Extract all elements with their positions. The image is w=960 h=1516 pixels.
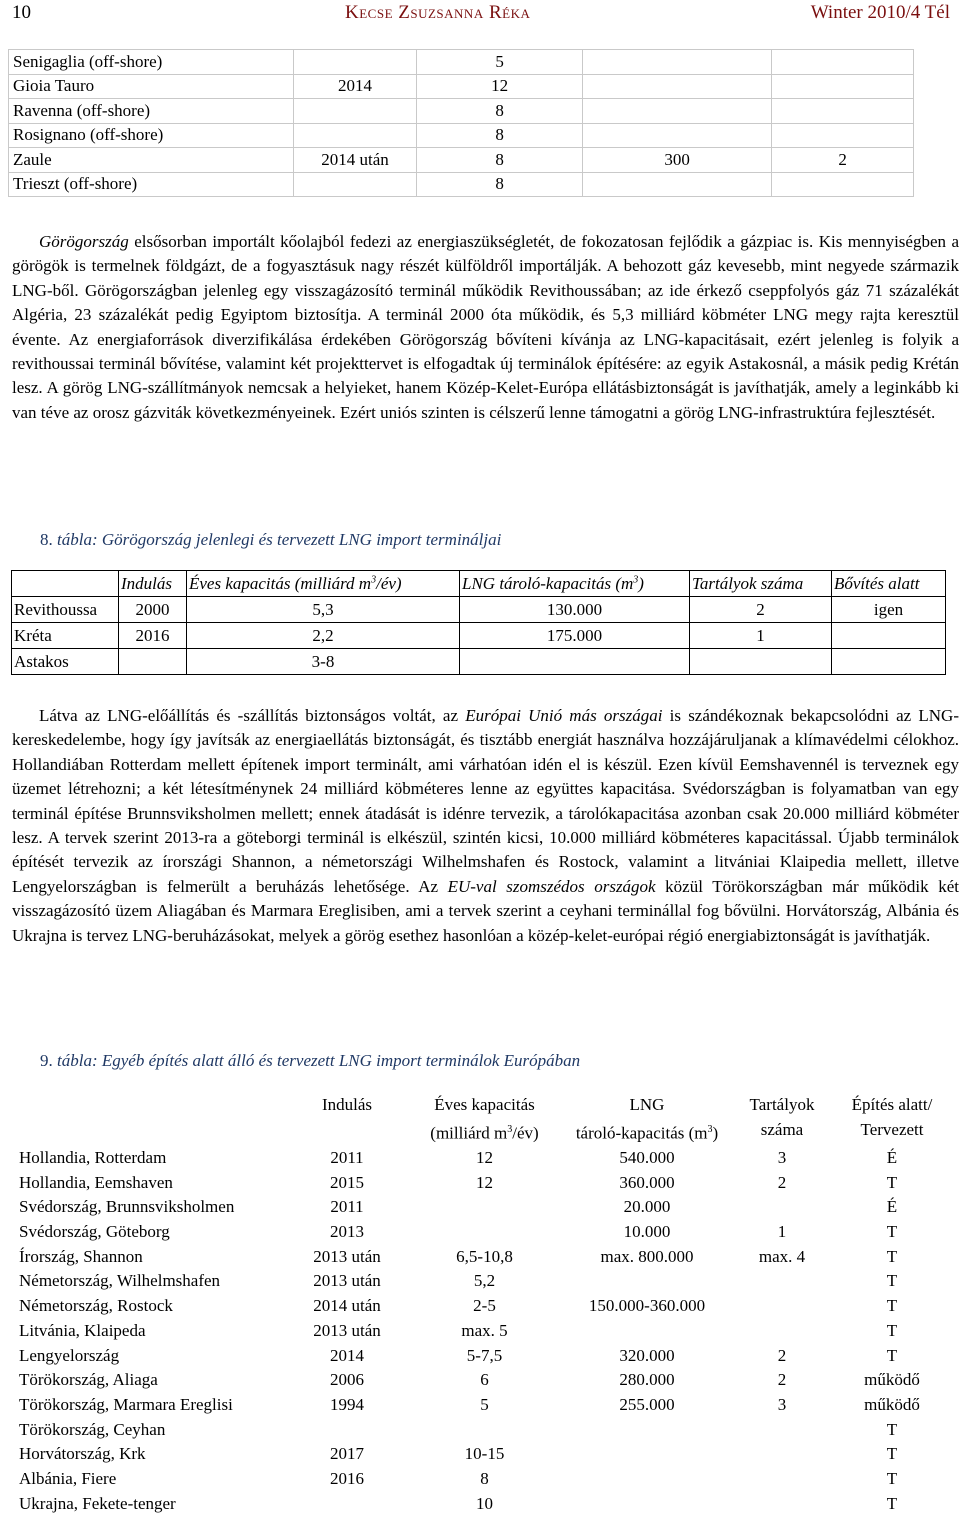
europe-row: [17, 1393, 952, 1418]
europe-row-cell: [287, 1417, 407, 1442]
europe-row-cell: [732, 1491, 832, 1516]
europe-row-cell: Svédország, Brunnsviksholmen: [19, 1197, 235, 1217]
europe-row-cell: 20.000: [623, 1197, 671, 1217]
europe-row-cell: 2006: [330, 1370, 364, 1390]
europe-row: [17, 1442, 952, 1467]
table8-caption: [40, 530, 501, 550]
europe-row: [17, 1491, 952, 1516]
europe-row: [17, 1318, 952, 1343]
europe-row-cell: Németország, Wilhelmshafen: [19, 1271, 221, 1291]
table8-header-row: [12, 571, 946, 597]
italy-row: [9, 148, 914, 173]
table9-header-capacity: Éves kapacitás (milliárd $m^3/év$): [430, 1095, 539, 1143]
europe-row-cell: 2-5: [473, 1296, 496, 1316]
europe-row-cell: 10-15: [464, 1444, 505, 1464]
table9-header-storage: LNG tároló-kapacitás $(m^3)$: [575, 1095, 719, 1143]
europe-row-cell: 3: [777, 1394, 787, 1414]
europe-row-cell: Lengyelország: [19, 1345, 120, 1365]
europe-row-cell: 360.000: [619, 1172, 675, 1192]
greece-row-cell: 130.000: [460, 597, 690, 623]
europe-row-cell: T: [886, 1246, 898, 1266]
italy-row-cell: 8: [417, 148, 583, 173]
europe-row-cell: [287, 1491, 407, 1516]
europe-row-cell: Írország, Shannon: [19, 1246, 143, 1266]
europe-row-cell: T: [886, 1468, 898, 1488]
europe-row-cell: működő: [864, 1370, 920, 1390]
italy-terminals-table: [8, 49, 914, 197]
italy-row-cell: Trieszt (off-shore): [9, 172, 294, 197]
table9-header-row: [17, 1092, 952, 1146]
greece-row-cell: Kréta: [12, 623, 119, 649]
italy-row-cell: 2: [772, 148, 914, 173]
greece-row-cell: 2: [690, 597, 832, 623]
greece-row-cell: 3-8: [187, 649, 460, 675]
europe-row-cell: 2011: [330, 1148, 364, 1167]
europe-row: [17, 1343, 952, 1368]
europe-row-cell: Ukrajna, Fekete-tenger: [19, 1493, 176, 1513]
table8-header-expansion: Bővítés alatt: [832, 571, 946, 597]
europe-row-cell: 2015: [330, 1172, 364, 1192]
eu-paragraph: [12, 704, 959, 948]
italy-row-cell: [772, 99, 914, 124]
table8-header-blank: [12, 571, 119, 597]
greece-row: [12, 623, 946, 649]
europe-row-cell: T: [886, 1444, 898, 1464]
europe-row-cell: [732, 1467, 832, 1492]
europe-row-cell: T: [886, 1493, 898, 1513]
italy-row: [9, 74, 914, 99]
europe-row-cell: Horvátország, Krk: [19, 1444, 146, 1464]
table8-header-storage: LNG tároló-kapacitás $(m^3)$: [460, 571, 690, 597]
europe-row-cell: 2014: [330, 1345, 364, 1365]
greece-row-cell: Revithoussa: [12, 597, 119, 623]
europe-row-cell: 2013 után: [313, 1246, 381, 1266]
europe-row-cell: [562, 1442, 732, 1467]
italy-row-cell: Ravenna (off-shore): [9, 99, 294, 124]
europe-row-cell: [732, 1442, 832, 1467]
greece-row-cell: Astakos: [12, 649, 119, 675]
europe-row-cell: É: [886, 1148, 898, 1167]
table9-caption: [40, 1051, 580, 1071]
europe-row-cell: 2013: [330, 1222, 364, 1242]
greece-row-cell: 175.000: [460, 623, 690, 649]
europe-row-cell: 3: [777, 1148, 787, 1167]
italy-row-cell: 2014 után: [293, 148, 417, 173]
italy-row-cell: 5: [417, 50, 583, 75]
europe-row-cell: T: [886, 1222, 898, 1242]
table8-caption-num: 8.: [40, 530, 53, 549]
greece-row-cell: [832, 623, 946, 649]
greece-row-cell: 2016: [119, 623, 187, 649]
europe-row-cell: 12: [476, 1172, 493, 1192]
greece-lng-table: [11, 570, 946, 675]
eu-text-3: közül Törökországban már működik két visszagázosító üzem Aliagában és Marmara Ereglisiben, ami a tervek szerint a ceyhani terminállal fog bővülni. Horvátország, Albánia és Ukrajna is tervez LNG-beruházásokat, melyek a görög esethez hasonlóan a közép-kelet-európai régió energiabiztonságát is javíthatják.: [12, 876, 959, 945]
italy-row-cell: Rosignano (off-shore): [9, 123, 294, 148]
europe-row-cell: Hollandia, Eemshaven: [19, 1172, 173, 1192]
europe-row-cell: [732, 1318, 832, 1343]
europe-row-cell: T: [886, 1271, 898, 1291]
eu-text-2: is szándékoznak bekapcsolódni az LNG-kereskedelembe, hogy így javítsák az energiaellátás biztonságát, és tisztább energiát használva hozzájáruljanak a klímavédelmi célokhoz. Hollandiában Rotterdam mellett építenek import terminált, ami várhatóan idén el is készül. Ezen kívül Eemshavennél is terveznek egy üzemet létrehozni; a két létesítménynek 24 milliárd köbméteres lenne az együttes kapacitása. Svédországban is folyamatban van egy terminál építése Brunnsviksholmen mellett; ennek átadását is idénre tervezik, a tárolókapacitása azonban csak 20.000 milliárd köbméter lesz. A tervek szerint 2013-ra a göteborgi terminál is elkészül, szintén kicsi, 10.000 milliárd köbméteres kapacitással. Újabb terminálok építését tervezik az írországi Shannon, a németországi Wilhelmshafen és Rostock, valamint a litvániai Klaipedia mellett, illetve Lengyelországban is felmerült a beruházás lehetősége. Az: [12, 706, 959, 896]
italy-row-cell: [772, 50, 914, 75]
europe-row-cell: [732, 1269, 832, 1294]
europe-row-cell: 8: [480, 1468, 489, 1488]
europe-row: [17, 1368, 952, 1393]
table8-header-capacity: Éves kapacitás (milliárd $m^3/év$): [187, 571, 460, 597]
italy-row-cell: Zaule: [9, 148, 294, 173]
europe-lng-table: [17, 1092, 952, 1516]
page-number: 10: [12, 2, 31, 23]
europe-row-cell: Törökország, Marmara Ereglisi: [19, 1394, 233, 1414]
europe-row-cell: [562, 1467, 732, 1492]
europe-row-cell: 255.000: [619, 1394, 675, 1414]
running-head-author: Kecse Zsuzsanna Réka: [345, 2, 531, 23]
greece-row: [12, 597, 946, 623]
europe-row: [17, 1294, 952, 1319]
running-head-issue: Winter 2010/4 Tél: [810, 2, 950, 23]
table8-caption-text: tábla: Görögország jelenlegi és tervezett LNG import termináljai: [57, 530, 502, 549]
italy-row-cell: 8: [417, 99, 583, 124]
eu-italic-2: EU-val szomszédos országok: [447, 876, 656, 896]
europe-row-cell: Németország, Rostock: [19, 1296, 173, 1316]
italy-row-cell: 8: [417, 123, 583, 148]
table9-header-tanks: Tartályok száma: [749, 1095, 815, 1139]
eu-italic-1: Európai Unió más országai: [465, 706, 663, 725]
italy-row-cell: 12: [417, 74, 583, 99]
europe-row-cell: 2013 után: [313, 1320, 381, 1340]
italy-row-cell: [582, 99, 771, 124]
europe-row-cell: 540.000: [619, 1148, 675, 1167]
europe-row-cell: 5-7,5: [466, 1345, 503, 1365]
europe-row-cell: [407, 1417, 562, 1442]
europe-row-cell: [732, 1417, 832, 1442]
europe-row-cell: [562, 1318, 732, 1343]
europe-row-cell: 1: [777, 1222, 787, 1242]
italy-row-cell: [293, 172, 417, 197]
italy-row-cell: [293, 99, 417, 124]
europe-row-cell: max. 800.000: [600, 1246, 694, 1266]
europe-row-cell: [562, 1269, 732, 1294]
table9-header-start: Indulás: [321, 1095, 373, 1114]
europe-row: [17, 1467, 952, 1492]
italy-row-cell: [772, 123, 914, 148]
italy-row-cell: [582, 74, 771, 99]
europe-row-cell: 2013 után: [313, 1271, 381, 1291]
greece-text: elsősorban importált kőolajból fedezi az energiaszükségletét, de fokozatosan fejlődik a gázpiac is. Kis mennyiségben a görögök is termelnek földgázt, de a fogyasztásuk nagy részét külföldről importálják. A behozott gáz kevesebb, mint negyede származik LNG-ből. Görögországban jelenleg egy visszagázosító terminál működik Revithoussában; az ide érkező cseppfolyós gáz 71 százalékát Algéria, 23 százalékát pedig Egyiptom biztosítja. A terminál 2000 óta működik, és 5,3 milliárd köbméter LNG megy rajta keresztül évente. Az energiaforrások diverzifikálása érdekében Görögország bővíteni kívánja az LNG-kapacitásait, ezért jelenleg is folyik a revithoussai terminál bővítése, valamint két projekttervet is elfogadtak új terminálok építésére: az egyik Astakosnál, a másik pedig Krétán lesz. A görög LNG-szállítmányok nemcsak a helyieket, hanem Közép-Kelet-Európa ellátásbiztonságát is javíthatják, amely a leginkább ki van téve az orosz gázviták következményeinek. Ezért uniós szinten is célszerű lenne támogatni a görög LNG-infrastruktúra fejlesztését.: [12, 232, 959, 422]
table9-header-blank: [17, 1092, 287, 1146]
europe-row-cell: Törökország, Ceyhan: [19, 1419, 166, 1439]
europe-row-cell: 2: [777, 1345, 787, 1365]
italy-row-cell: Senigaglia (off-shore): [9, 50, 294, 75]
europe-row-cell: T: [886, 1172, 898, 1192]
europe-row: [17, 1170, 952, 1195]
italy-row: [9, 50, 914, 75]
europe-row-cell: T: [886, 1296, 898, 1316]
europe-row-cell: 6,5-10,8: [456, 1246, 513, 1266]
europe-row: [17, 1146, 952, 1171]
greece-row-cell: [460, 649, 690, 675]
greece-row-cell: igen: [832, 597, 946, 623]
greece-row-cell: [832, 649, 946, 675]
europe-row-cell: 12: [476, 1148, 493, 1167]
europe-row-cell: 1994: [330, 1394, 364, 1414]
europe-row-cell: 2011: [330, 1197, 364, 1217]
eu-text-1: Látva az LNG-előállítás és -szállítás biztonságos voltát, az: [39, 706, 466, 725]
greece-row-cell: 2000: [119, 597, 187, 623]
europe-row: [17, 1269, 952, 1294]
greece-paragraph: [12, 230, 959, 425]
europe-row-cell: 10.000: [623, 1222, 671, 1242]
italy-row-cell: [582, 50, 771, 75]
europe-row-cell: 2: [777, 1370, 787, 1390]
italy-row-cell: [293, 50, 417, 75]
europe-row-cell: 6: [480, 1370, 489, 1390]
europe-row-cell: 10: [476, 1493, 493, 1513]
greece-row-cell: [119, 649, 187, 675]
europe-row-cell: 2016: [330, 1468, 364, 1488]
greece-row-cell: 1: [690, 623, 832, 649]
greece-row-cell: [690, 649, 832, 675]
europe-row-cell: [562, 1417, 732, 1442]
italy-row-cell: 2014: [293, 74, 417, 99]
europe-row-cell: 320.000: [619, 1345, 675, 1365]
europe-row-cell: 280.000: [619, 1370, 675, 1390]
europe-row-cell: Törökország, Aliaga: [19, 1370, 158, 1390]
europe-row-cell: [732, 1195, 832, 1220]
table9-caption-num: 9.: [40, 1051, 53, 1070]
europe-row-cell: max. 4: [758, 1246, 806, 1266]
europe-row-cell: 5: [480, 1394, 489, 1414]
italy-row-cell: [772, 172, 914, 197]
greece-italic: Görögország: [39, 232, 129, 251]
europe-row-cell: [562, 1491, 732, 1516]
europe-row-cell: Svédország, Göteborg: [19, 1222, 170, 1242]
europe-row-cell: 150.000-360.000: [588, 1296, 706, 1316]
europe-row: [17, 1195, 952, 1220]
italy-row: [9, 123, 914, 148]
italy-row-cell: [772, 74, 914, 99]
europe-row-cell: É: [886, 1197, 898, 1217]
europe-row-cell: [732, 1294, 832, 1319]
europe-row-cell: Albánia, Fiere: [19, 1468, 117, 1488]
greece-row: [12, 649, 946, 675]
europe-row-cell: T: [886, 1345, 898, 1365]
greece-row-cell: 5,3: [187, 597, 460, 623]
europe-row-cell: max. 5: [461, 1320, 508, 1340]
europe-row: [17, 1220, 952, 1245]
europe-row-cell: Litvánia, Klaipeda: [19, 1320, 146, 1340]
italy-row-cell: 8: [417, 172, 583, 197]
table9-header-status: Építés alatt/ Tervezett: [851, 1095, 933, 1139]
greece-row-cell: 2,2: [187, 623, 460, 649]
italy-row-cell: [582, 172, 771, 197]
table8-header-tanks: Tartályok száma: [690, 571, 832, 597]
table9-caption-text: tábla: Egyéb építés alatt álló és tervezett LNG import terminálok Európában: [57, 1051, 581, 1070]
europe-row-cell: 2014 után: [313, 1296, 381, 1316]
italy-row: [9, 99, 914, 124]
italy-row: [9, 172, 914, 197]
europe-row-cell: működő: [864, 1394, 920, 1414]
europe-row-cell: [407, 1195, 562, 1220]
italy-row-cell: [293, 123, 417, 148]
europe-row-cell: T: [886, 1320, 898, 1340]
europe-row: [17, 1417, 952, 1442]
italy-row-cell: [582, 123, 771, 148]
table8-header-start: Indulás: [119, 571, 187, 597]
europe-row-cell: T: [886, 1419, 898, 1439]
europe-row-cell: 2017: [330, 1444, 364, 1464]
italy-row-cell: 300: [582, 148, 771, 173]
europe-row-cell: 2: [777, 1172, 787, 1192]
europe-row-cell: 5,2: [473, 1271, 496, 1291]
europe-row: [17, 1244, 952, 1269]
europe-row-cell: [407, 1220, 562, 1245]
italy-row-cell: Gioia Tauro: [9, 74, 294, 99]
europe-row-cell: Hollandia, Rotterdam: [19, 1148, 167, 1167]
